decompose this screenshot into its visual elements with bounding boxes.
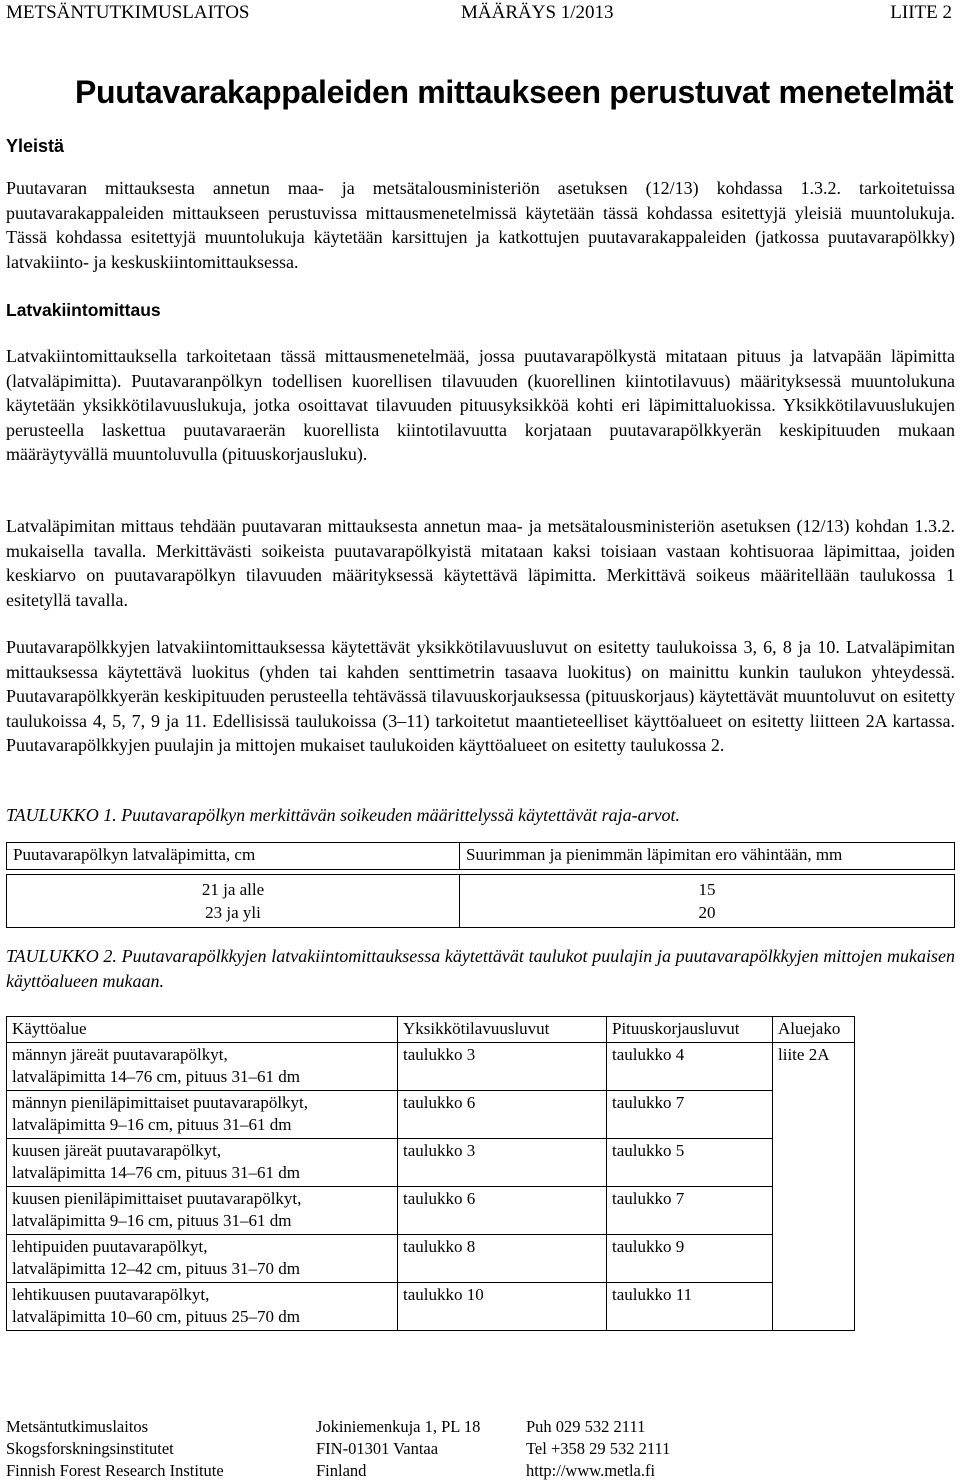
table-header-cell: Suurimman ja pienimmän läpimitan ero vähintään, mm [460,843,955,870]
table-cell-value: 20 [698,903,716,922]
footer-contact [526,1416,670,1482]
table-cell [7,1234,398,1282]
table-cell [460,875,955,928]
table-row [7,875,955,928]
table-row [7,1234,855,1282]
paragraph-intro: Puutavaran mittauksesta annetun maa- ja metsätalousministeriön asetuksen (12/13) kohdassa 1.3.2. tarkoitetuissa puutavarakappaleiden mittaukseen perustuvissa mittausmenetelmissä käytetään tässä kohdassa esitettyjä yleisiä muuntolukuja. Tässä kohdassa esitettyjä muuntolukuja käytetään karsittujen ja katkottujen puutavarakappaleiden (jatkossa puutavarapölkky) latvakiinto- ja keskuskiintomittauksessa. [6,178,955,272]
usage-area: lehtipuiden puutavarapölkyt, [12,1236,208,1256]
table-cell-value: 21 ja alle [201,880,265,899]
table-header-cell: Yksikkötilavuusluvut [398,1017,607,1043]
table-cell: taulukko 6 [398,1090,607,1138]
table-cell: taulukko 7 [607,1186,773,1234]
table-cell: taulukko 3 [398,1138,607,1186]
table-cell: taulukko 9 [607,1234,773,1282]
footer-line: Finland [316,1461,367,1480]
table-cell [7,875,460,928]
table-header-cell: Puutavarapölkyn latvaläpimitta, cm [7,843,460,870]
footer-line: Jokiniemenkuja 1, PL 18 [316,1417,481,1436]
table-cell: taulukko 10 [398,1282,607,1330]
table-cell: taulukko 4 [607,1042,773,1090]
table1 [6,842,955,928]
table-header-row [7,843,955,870]
header-organization: METSÄNTUTKIMUSLAITOS [6,2,250,23]
table-header-cell: Aluejako [773,1017,855,1043]
table-cell [7,1138,398,1186]
table-header-row [7,1017,855,1043]
footer-address [316,1416,480,1482]
table-cell: taulukko 8 [398,1234,607,1282]
table-row [7,1090,855,1138]
table-row [7,1138,855,1186]
usage-area: männyn järeät puutavarapölkyt, [12,1044,228,1064]
footer-line: Skogsforskningsinstitutet [6,1439,174,1458]
usage-dimensions: latvaläpimitta 12–42 cm, pituus 31–70 dm [12,1259,301,1278]
paragraph-diameter: Latvaläpimitan mittaus tehdään puutavaran mittauksesta annetun maa- ja metsätalousministeriön asetuksen (12/13) kohdan 1.3.2. mukaisella tavalla. Merkittävästi soikeista puutavarapölkyistä mitataan kaksi toisiaan vastaan kohtisuoraa läpimittaa, joiden keskiarvo on puutavarapölkyn tilavuuden määrityksessä käytettävä läpimitta. Merkittävä soikeus määritellään taulukossa 1 esitetyllä tavalla. [6,516,955,610]
usage-dimensions: latvaläpimitta 14–76 cm, pituus 31–61 dm [12,1163,301,1182]
usage-dimensions: latvaläpimitta 9–16 cm, pituus 31–61 dm [12,1211,292,1230]
usage-area: lehtikuusen puutavarapölkyt, [12,1284,210,1304]
table-cell: taulukko 7 [607,1090,773,1138]
table1-caption: TAULUKKO 1. Puutavarapölkyn merkittävän soikeuden määrittelyssä käytettävät raja-arvot. [6,805,681,825]
table-header-cell: Pituuskorjausluvut [607,1017,773,1043]
header-regulation: MÄÄRÄYS 1/2013 [461,2,614,23]
table-cell: taulukko 5 [607,1138,773,1186]
table2 [6,1016,855,1331]
page-title: Puutavarakappaleiden mittaukseen perustuvat menetelmät [75,74,954,110]
table2-caption: TAULUKKO 2. Puutavarapölkkyjen latvakiintomittauksessa käytettävät taulukot puulajin ja puutavarapölkkyjen mittojen mukaisen käyttöalueen mukaan. [6,946,955,991]
footer-organization [6,1416,224,1482]
header-appendix: LIITE 2 [890,2,952,23]
usage-dimensions: latvaläpimitta 14–76 cm, pituus 31–61 dm [12,1067,301,1086]
footer-line: Finnish Forest Research Institute [6,1461,224,1480]
table-cell-region: liite 2A [773,1042,855,1330]
table-row [7,1186,855,1234]
table-row [7,1282,855,1330]
footer-line: FIN-01301 Vantaa [316,1439,439,1458]
table-cell: taulukko 6 [398,1186,607,1234]
footer-line: Puh 029 532 2111 [526,1417,646,1436]
table-cell [7,1090,398,1138]
page-header [6,2,952,30]
usage-area: kuusen järeät puutavarapölkyt, [12,1140,222,1160]
table-cell-value: 15 [698,880,716,899]
usage-dimensions: latvaläpimitta 9–16 cm, pituus 31–61 dm [12,1115,292,1134]
table-header-cell: Käyttöalue [7,1017,398,1043]
table-cell-value: 23 ja yli [205,903,261,922]
table-cell: taulukko 3 [398,1042,607,1090]
footer-url[interactable]: http://www.metla.fi [526,1461,656,1480]
section-heading: Yleistä [6,136,65,156]
paragraph-definition: Latvakiintomittauksella tarkoitetaan tässä mittausmenetelmää, jossa puutavarapölkystä mitataan pituus ja latvapään läpimitta (latvaläpimitta). Puutavaranpölkyn todellisen kuorellisen tilavuuden (kuorellinen kiintotilavuus) määrityksessä muuntolukuna käytetään yksikkötilavuuslukuja, jotka osoittavat tilavuuden pituusyksikköä kohti eri läpimittaluokissa. Yksikkötilavuuslukujen perusteella laskettua puutavaraerän kuorellista kiintotilavuutta korjataan puutavarapölkkyerän keskipituuden mukaan määräytyvällä muuntoluvulla (pituuskorjausluku). [6,346,955,464]
usage-area: kuusen pieniläpimittaiset puutavarapölkyt, [12,1188,302,1208]
table-cell: taulukko 11 [607,1282,773,1330]
footer-line: Tel +358 29 532 2111 [526,1439,671,1458]
table-cell [7,1282,398,1330]
usage-area: männyn pieniläpimittaiset puutavarapölkyt, [12,1092,309,1112]
paragraph-tables: Puutavarapölkkyjen latvakiintomittauksessa käytettävät yksikkötilavuusluvut on esitetty taulukoissa 3, 6, 8 ja 10. Latvaläpimitan mittauksessa käytettävä luokitus (yhden tai kahden senttimetrin tasaava luokitus) on mainittu kunkin taulukon yhteydessä. Puutavarapölkkyerän keskipituuden perusteella tehtävässä tilavuuskorjauksessa (pituuskorjaus) käytettävät muuntoluvut on esitetty taulukoissa 4, 5, 7, 9 ja 11. Edellisissä taulukoissa (3–11) tarkoitetut maantieteelliset käyttöalueet on esitetty liitteen 2A kartassa. Puutavarapölkkyjen puulajin ja mittojen mukaiset taulukoiden käyttöalueet on esitetty taulukossa 2. [6,637,955,755]
table-cell [7,1186,398,1234]
table-cell [7,1042,398,1090]
usage-dimensions: latvaläpimitta 10–60 cm, pituus 25–70 dm [12,1307,301,1326]
footer-line: Metsäntutkimuslaitos [6,1417,149,1436]
table-row [7,1042,855,1090]
subheading: Latvakiintomittaus [6,300,161,320]
